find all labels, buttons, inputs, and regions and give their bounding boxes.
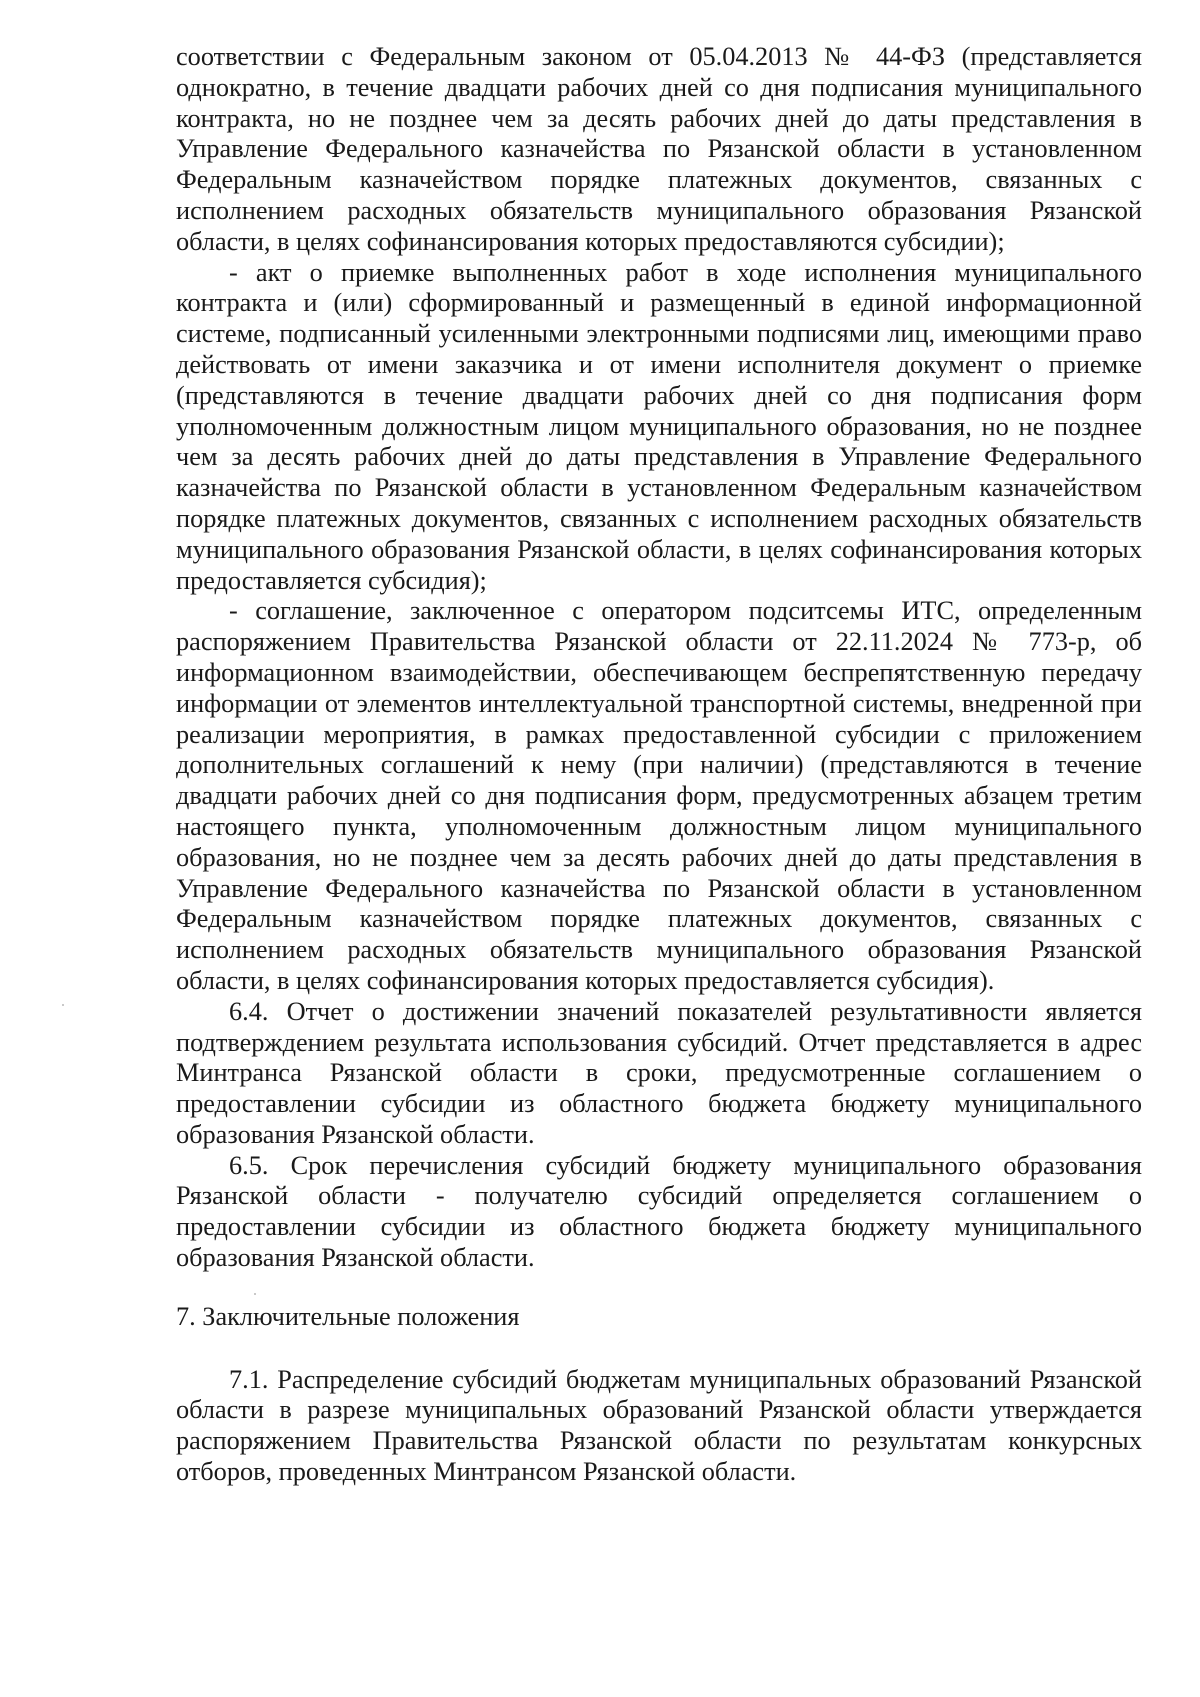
- paragraph-its-agreement: - соглашение, заключенное с оператором подситсемы ИТС, определенным распоряжением Правительства Рязанской области от 22.11.2024 № 773-р, об информационном взаимодействии, обеспечивающем беспрепятственную передачу информации от элементов интеллектуальной транспортной системы, внедренной при реализации мероприятия, в рамках предоставленной субсидии с приложением дополнительных соглашений к нему (при наличии) (представляются в течение двадцати рабочих дней со дня подписания форм, предусмотренных абзацем третим настоящего пункта, уполномоченным должностным лицом муниципального образования, но не позднее чем за десять рабочих дней до даты представления в Управление Федерального казначейства по Рязанской области в установленном Федеральным казначейством порядке платежных документов, связанных с исполнением расходных обязательств муниципального образования Рязанской области, в целях софинансирования которых предоставляется субсидия).: [176, 596, 1142, 995]
- section-heading: 7. Заключительные положения: [176, 1301, 520, 1331]
- scan-artifact: [62, 1004, 64, 1006]
- paragraph-continuation: соответствии с Федеральным законом от 05.04.2013 № 44-ФЗ (представляется однократно, в течение двадцати рабочих дней со дня подписания муниципального контракта, но не позднее чем за десять рабочих дней до даты представления в Управление Федерального казначейства по Рязанской области в установленном Федеральным казначейством порядке платежных документов, связанных с исполнением расходных обязательств муниципального образования Рязанской области, в целях софинансирования которых предоставляются субсидии);: [176, 42, 1142, 256]
- document-body: [176, 42, 1142, 1488]
- paragraph-6-5: 6.5. Срок перечисления субсидий бюджету муниципального образования Рязанской области - получателю субсидий определяется соглашением о предоставлении субсидии из областного бюджета бюджету муниципального образования Рязанской области.: [176, 1150, 1142, 1273]
- paragraph-acceptance-act: - акт о приемке выполненных работ в ходе исполнения муниципального контракта и (или) сформированный и размещенный в единой информационной системе, подписанный усиленными электронными подписями лиц, имеющими право действовать от имени заказчика и от имени исполнителя документ о приемке (представляются в течение двадцати рабочих дней со дня подписания форм уполномоченным должностным лицом муниципального образования, но не позднее чем за десять рабочих дней до даты представления в Управление Федерального казначейства по Рязанской области в установленном Федеральным казначейством порядке платежных документов, связанных с исполнением расходных обязательств муниципального образования Рязанской области, в целях софинансирования которых предоставляется субсидия);: [176, 257, 1142, 595]
- paragraph-7-1: 7.1. Распределение субсидий бюджетам муниципальных образований Рязанской области в разрезе муниципальных образований Рязанской области утверждается распоряжением Правительства Рязанской области по результатам конкурсных отборов, проведенных Минтрансом Рязанской области.: [176, 1364, 1142, 1487]
- paragraph-6-4: 6.4. Отчет о достижении значений показателей результативности является подтверждением результата использования субсидий. Отчет представляется в адрес Минтранса Рязанской области в сроки, предусмотренные соглашением о предоставлении субсидии из областного бюджета бюджету муниципального образования Рязанской области.: [176, 996, 1142, 1149]
- scan-artifact: [254, 1293, 256, 1295]
